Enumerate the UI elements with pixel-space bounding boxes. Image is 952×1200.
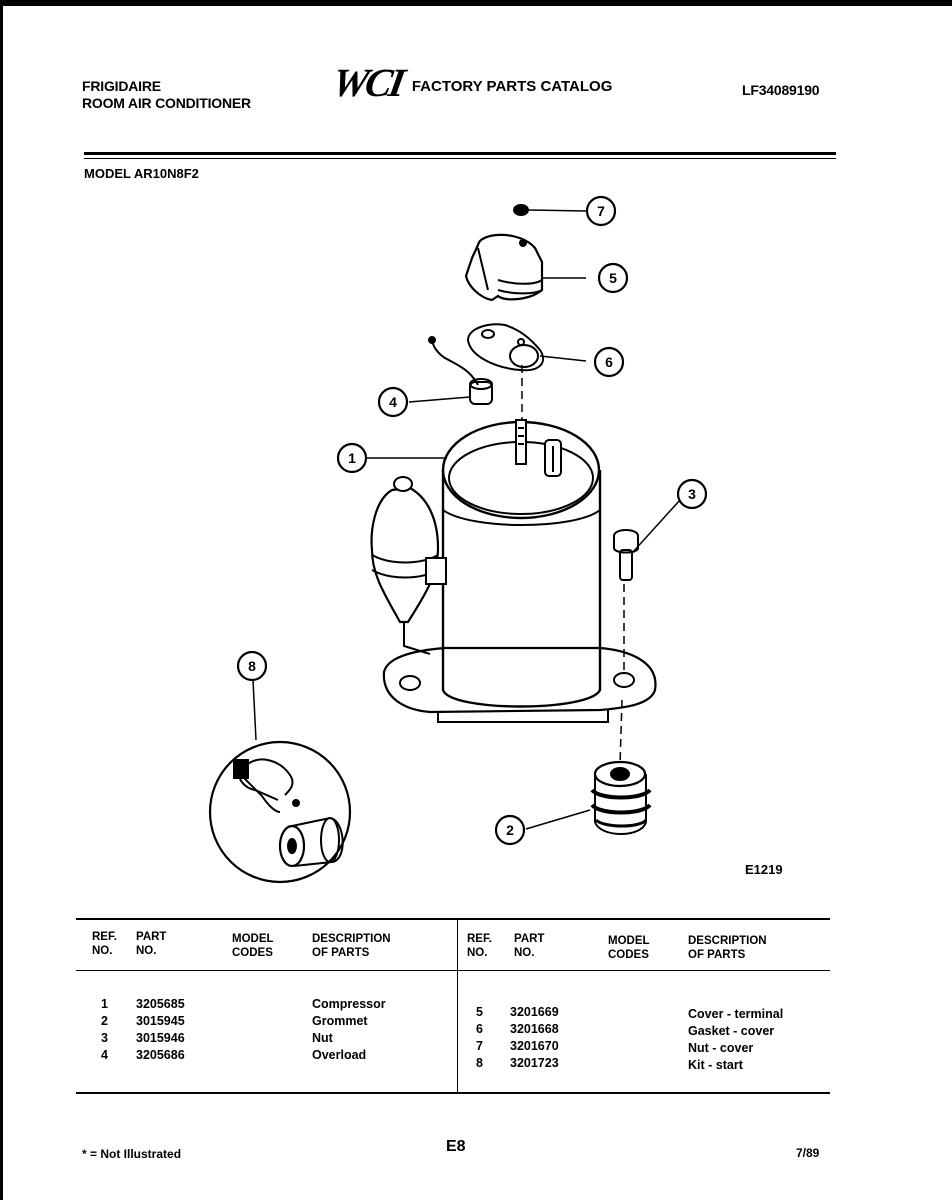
table-cell: Cover - terminal — [688, 1007, 784, 1021]
table-cell: 3201723 — [510, 1056, 559, 1070]
catalog-title: FACTORY PARTS CATALOG — [411, 77, 613, 95]
table-cell: Kit - start — [688, 1058, 743, 1072]
header-ref: REF. NO. — [92, 931, 117, 957]
table-cell: 8 — [476, 1056, 483, 1070]
part-3-bolt — [614, 530, 638, 580]
table-cell: Compressor — [312, 997, 386, 1011]
description-column — [312, 996, 386, 1064]
footnote: * = Not Illustrated — [82, 1147, 182, 1161]
callout-label: 6 — [605, 354, 613, 370]
callout-label: 7 — [597, 203, 605, 219]
table-cell: 3 — [101, 1031, 108, 1045]
model-label: MODEL AR10N8F2 — [84, 166, 199, 181]
table-cell: 3205685 — [136, 997, 185, 1011]
callout-label: 4 — [389, 394, 397, 410]
table-cell: Overload — [312, 1048, 367, 1062]
part-5-terminal-cover — [466, 235, 542, 300]
part-1-compressor — [372, 420, 656, 722]
part-number-column — [136, 996, 185, 1064]
part-7-nut — [514, 205, 528, 215]
table-bottom-rule — [76, 1092, 830, 1094]
table-cell: 3015945 — [136, 1014, 185, 1028]
callout-label: 5 — [609, 270, 617, 286]
part-6-gasket — [468, 324, 543, 370]
table-cell: 7 — [476, 1039, 483, 1053]
part-number-column — [510, 1004, 559, 1072]
page-number: E8 — [446, 1138, 466, 1155]
wci-logo: WCI — [329, 60, 406, 105]
catalog-number: LF34089190 — [742, 82, 820, 98]
table-cell: 3201668 — [510, 1022, 559, 1036]
diagram-code: E1219 — [745, 862, 783, 877]
brand-name: FRIGIDAIRE — [82, 78, 161, 94]
table-cell: 5 — [476, 1005, 483, 1019]
header-part: PART NO. — [514, 933, 545, 959]
callout-label: 1 — [348, 450, 356, 466]
callout-label: 3 — [688, 486, 696, 502]
part-2-grommet — [592, 762, 650, 834]
header-description: DESCRIPTION OF PARTS — [312, 933, 391, 959]
table-top-rule — [76, 918, 830, 920]
header-model: MODEL CODES — [232, 933, 274, 959]
table-cell: 3201669 — [510, 1005, 559, 1019]
table-cell: Nut - cover — [688, 1041, 754, 1055]
table-cell: 4 — [101, 1048, 108, 1062]
ref-column — [476, 1004, 492, 1072]
ref-column — [101, 996, 117, 1064]
header-part: PART NO. — [136, 931, 167, 957]
header-model: MODEL CODES — [608, 935, 650, 961]
table-cell: 3015946 — [136, 1031, 185, 1045]
table-cell: Gasket - cover — [688, 1024, 775, 1038]
product-line: ROOM AIR CONDITIONER — [82, 95, 251, 111]
table-cell: 2 — [101, 1014, 108, 1028]
description-column — [688, 1006, 783, 1074]
table-header-rule — [76, 970, 830, 971]
table-cell: Nut — [312, 1031, 333, 1045]
table-divider — [457, 918, 458, 1092]
table-cell: 1 — [101, 997, 108, 1011]
table-cell: 3205686 — [136, 1048, 185, 1062]
callout-label: 2 — [506, 822, 514, 838]
part-4-overload — [429, 337, 492, 404]
header-ref: REF. NO. — [467, 933, 492, 959]
header-description: DESCRIPTION OF PARTS — [688, 935, 767, 961]
part-8-start-kit — [210, 742, 350, 882]
table-cell: Grommet — [312, 1014, 368, 1028]
revision-date: 7/89 — [796, 1146, 820, 1160]
table-cell: 3201670 — [510, 1039, 559, 1053]
callout-label: 8 — [248, 658, 256, 674]
table-cell: 6 — [476, 1022, 483, 1036]
